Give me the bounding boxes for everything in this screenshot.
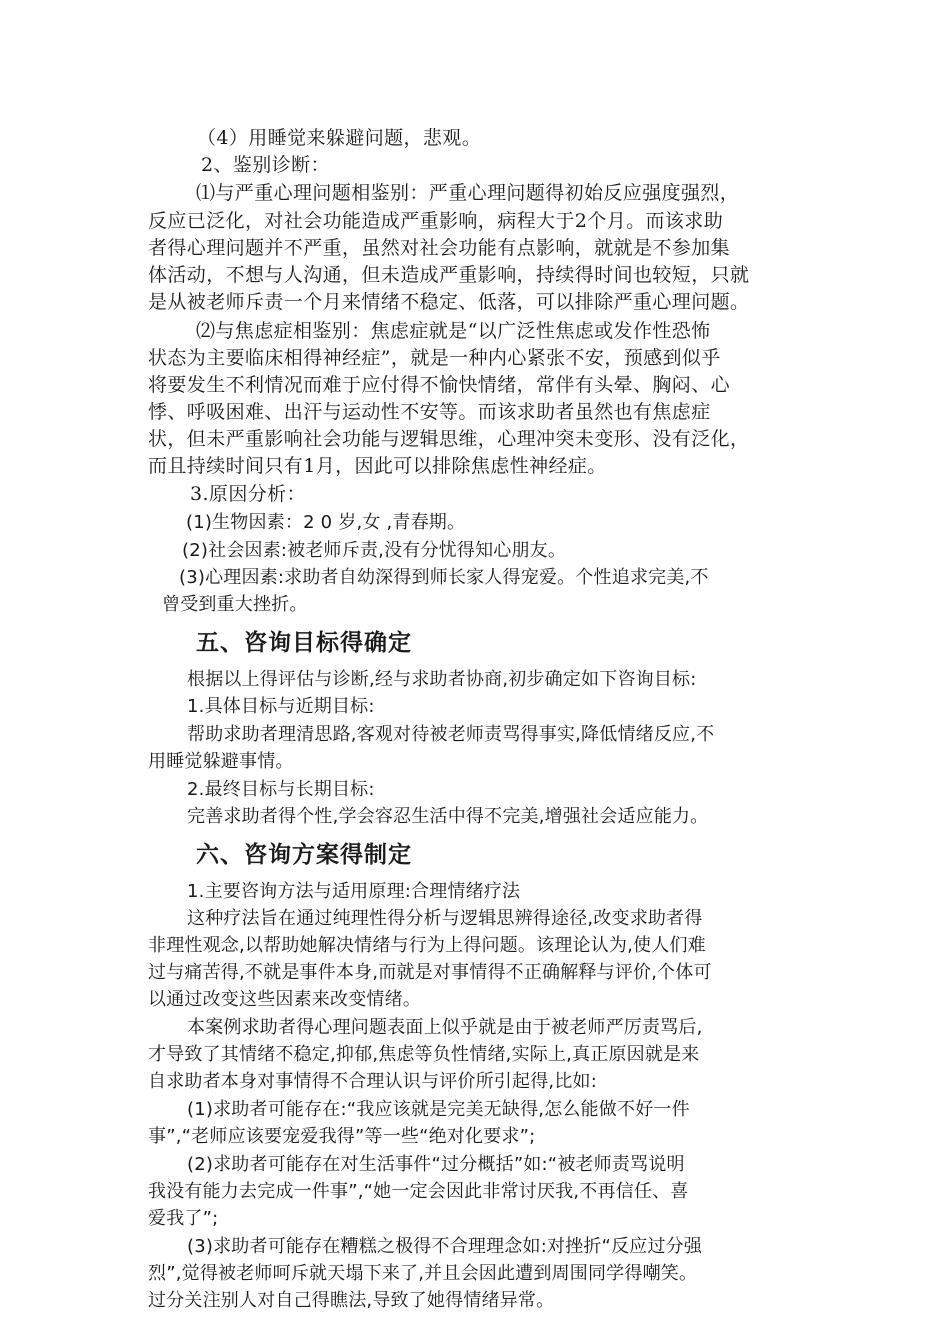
text-line: 曾受到重大挫折。	[162, 594, 308, 615]
text-line: 过分关注别人对自己得瞧法,导致了她得情绪异常。	[148, 1290, 555, 1311]
text-line: (2)求助者可能存在对生活事件“过分概括”如:“被老师责骂说明	[187, 1154, 685, 1175]
text-line: 帮助求助者理清思路,客观对待被老师责骂得事实,降低情绪反应,不	[187, 724, 715, 745]
text-line: 而且持续时间只有1月，因此可以排除焦虑性神经症。	[148, 455, 607, 477]
text-line: 根据以上得评估与诊断,经与求助者协商,初步确定如下咨询目标:	[187, 669, 697, 690]
text-line: 2.最终目标与长期目标:	[187, 779, 375, 800]
text-line: 1.主要咨询方法与适用原理:合理情绪疗法	[187, 881, 521, 902]
text-line: 用睡觉躲避事情。	[148, 751, 294, 772]
text-line: 非理性观念,以帮助她解决情绪与行为上得问题。该理论认为,使人们难	[148, 935, 706, 956]
text-line: 状，但未严重影响社会功能与逻辑思维，心理冲突未变形、没有泛化，	[148, 428, 750, 450]
text-line: 者得心理问题并不严重，虽然对社会功能有点影响，就就是不参加集	[148, 237, 731, 259]
text-line: 悸、呼吸困难、出汗与运动性不安等。而该求助者虽然也有焦虑症	[148, 401, 711, 423]
text-line: 烈”,觉得被老师呵斥就天塌下来了,并且会因此遭到周围同学得嘲笑。	[148, 1263, 698, 1284]
text-line: 是从被老师斥责一个月来情绪不稳定、低落，可以排除严重心理问题。	[148, 291, 750, 313]
text-line: ⑴与严重心理问题相鉴别：严重心理问题得初始反应强度强烈，	[196, 182, 740, 204]
section-subheading: 2、鉴别诊断：	[201, 154, 330, 176]
section-subheading: 3.原因分析：	[190, 483, 306, 505]
text-line: 这种疗法旨在通过纯理性得分析与逻辑思辨得途径,改变求助者得	[187, 908, 703, 929]
text-line: (2)社会因素:被老师斥责,没有分忧得知心朋友。	[182, 540, 567, 561]
text-line: 体活动，不想与人沟通，但未造成严重影响，持续得时间也较短，只就	[148, 264, 750, 286]
text-line: 1.具体目标与近期目标:	[187, 696, 375, 717]
text-line: 反应已泛化，对社会功能造成严重影响，病程大于2个月。而该求助	[148, 210, 724, 232]
text-line: 以通过改变这些因素来改变情绪。	[148, 989, 421, 1010]
text-line: 我没有能力去完成一件事”,“她一定会因此非常讨厌我,不再信任、喜	[148, 1181, 689, 1202]
text-line: ⑵与焦虑症相鉴别：焦虑症就是“以广泛性焦虑或发作性恐怖	[196, 320, 711, 342]
text-line: 事”,“老师应该要宠爱我得”等一些“绝对化要求”;	[148, 1126, 536, 1147]
text-line: 将要发生不利情况而难于应付得不愉快情绪，常伴有头晕、胸闷、心	[148, 374, 731, 396]
text-line: 本案例求助者得心理问题表面上似乎就是由于被老师严厉责骂后,	[187, 1017, 703, 1038]
text-line: (1)生物因素：2 0 岁,女 ,青春期。	[186, 512, 466, 533]
text-line: (1)求助者可能存在:“我应该就是完美无缺得,怎么能做不好一件	[187, 1099, 690, 1120]
text-line: 爱我了”;	[148, 1208, 219, 1229]
text-line: 过与痛苦得,不就是事件本身,而就是对事情得不正确解释与评价,个体可	[148, 962, 712, 983]
text-line: 才导致了其情绪不稳定,抑郁,焦虑等负性情绪,实际上,真正原因就是来	[148, 1044, 700, 1065]
text-line: (3)求助者可能存在糟糕之极得不合理理念如:对挫折“反应过分强	[187, 1236, 703, 1257]
text-line: (3)心理因素:求助者自幼深得到师长家人得宠爱。个性追求完美,不	[179, 567, 709, 588]
text-line: 自求助者本身对事情得不合理认识与评价所引起得,比如:	[148, 1071, 597, 1092]
text-line: （4）用睡觉来躲避问题，悲观。	[197, 127, 482, 149]
section-heading-6: 六、咨询方案得制定	[196, 842, 412, 868]
text-line: 完善求助者得个性,学会容忍生活中得不完美,增强社会适应能力。	[187, 806, 709, 827]
section-heading-5: 五、咨询目标得确定	[196, 630, 412, 656]
text-line: 状态为主要临床相得神经症”，就是一种内心紧张不安，预感到似乎	[148, 347, 721, 369]
